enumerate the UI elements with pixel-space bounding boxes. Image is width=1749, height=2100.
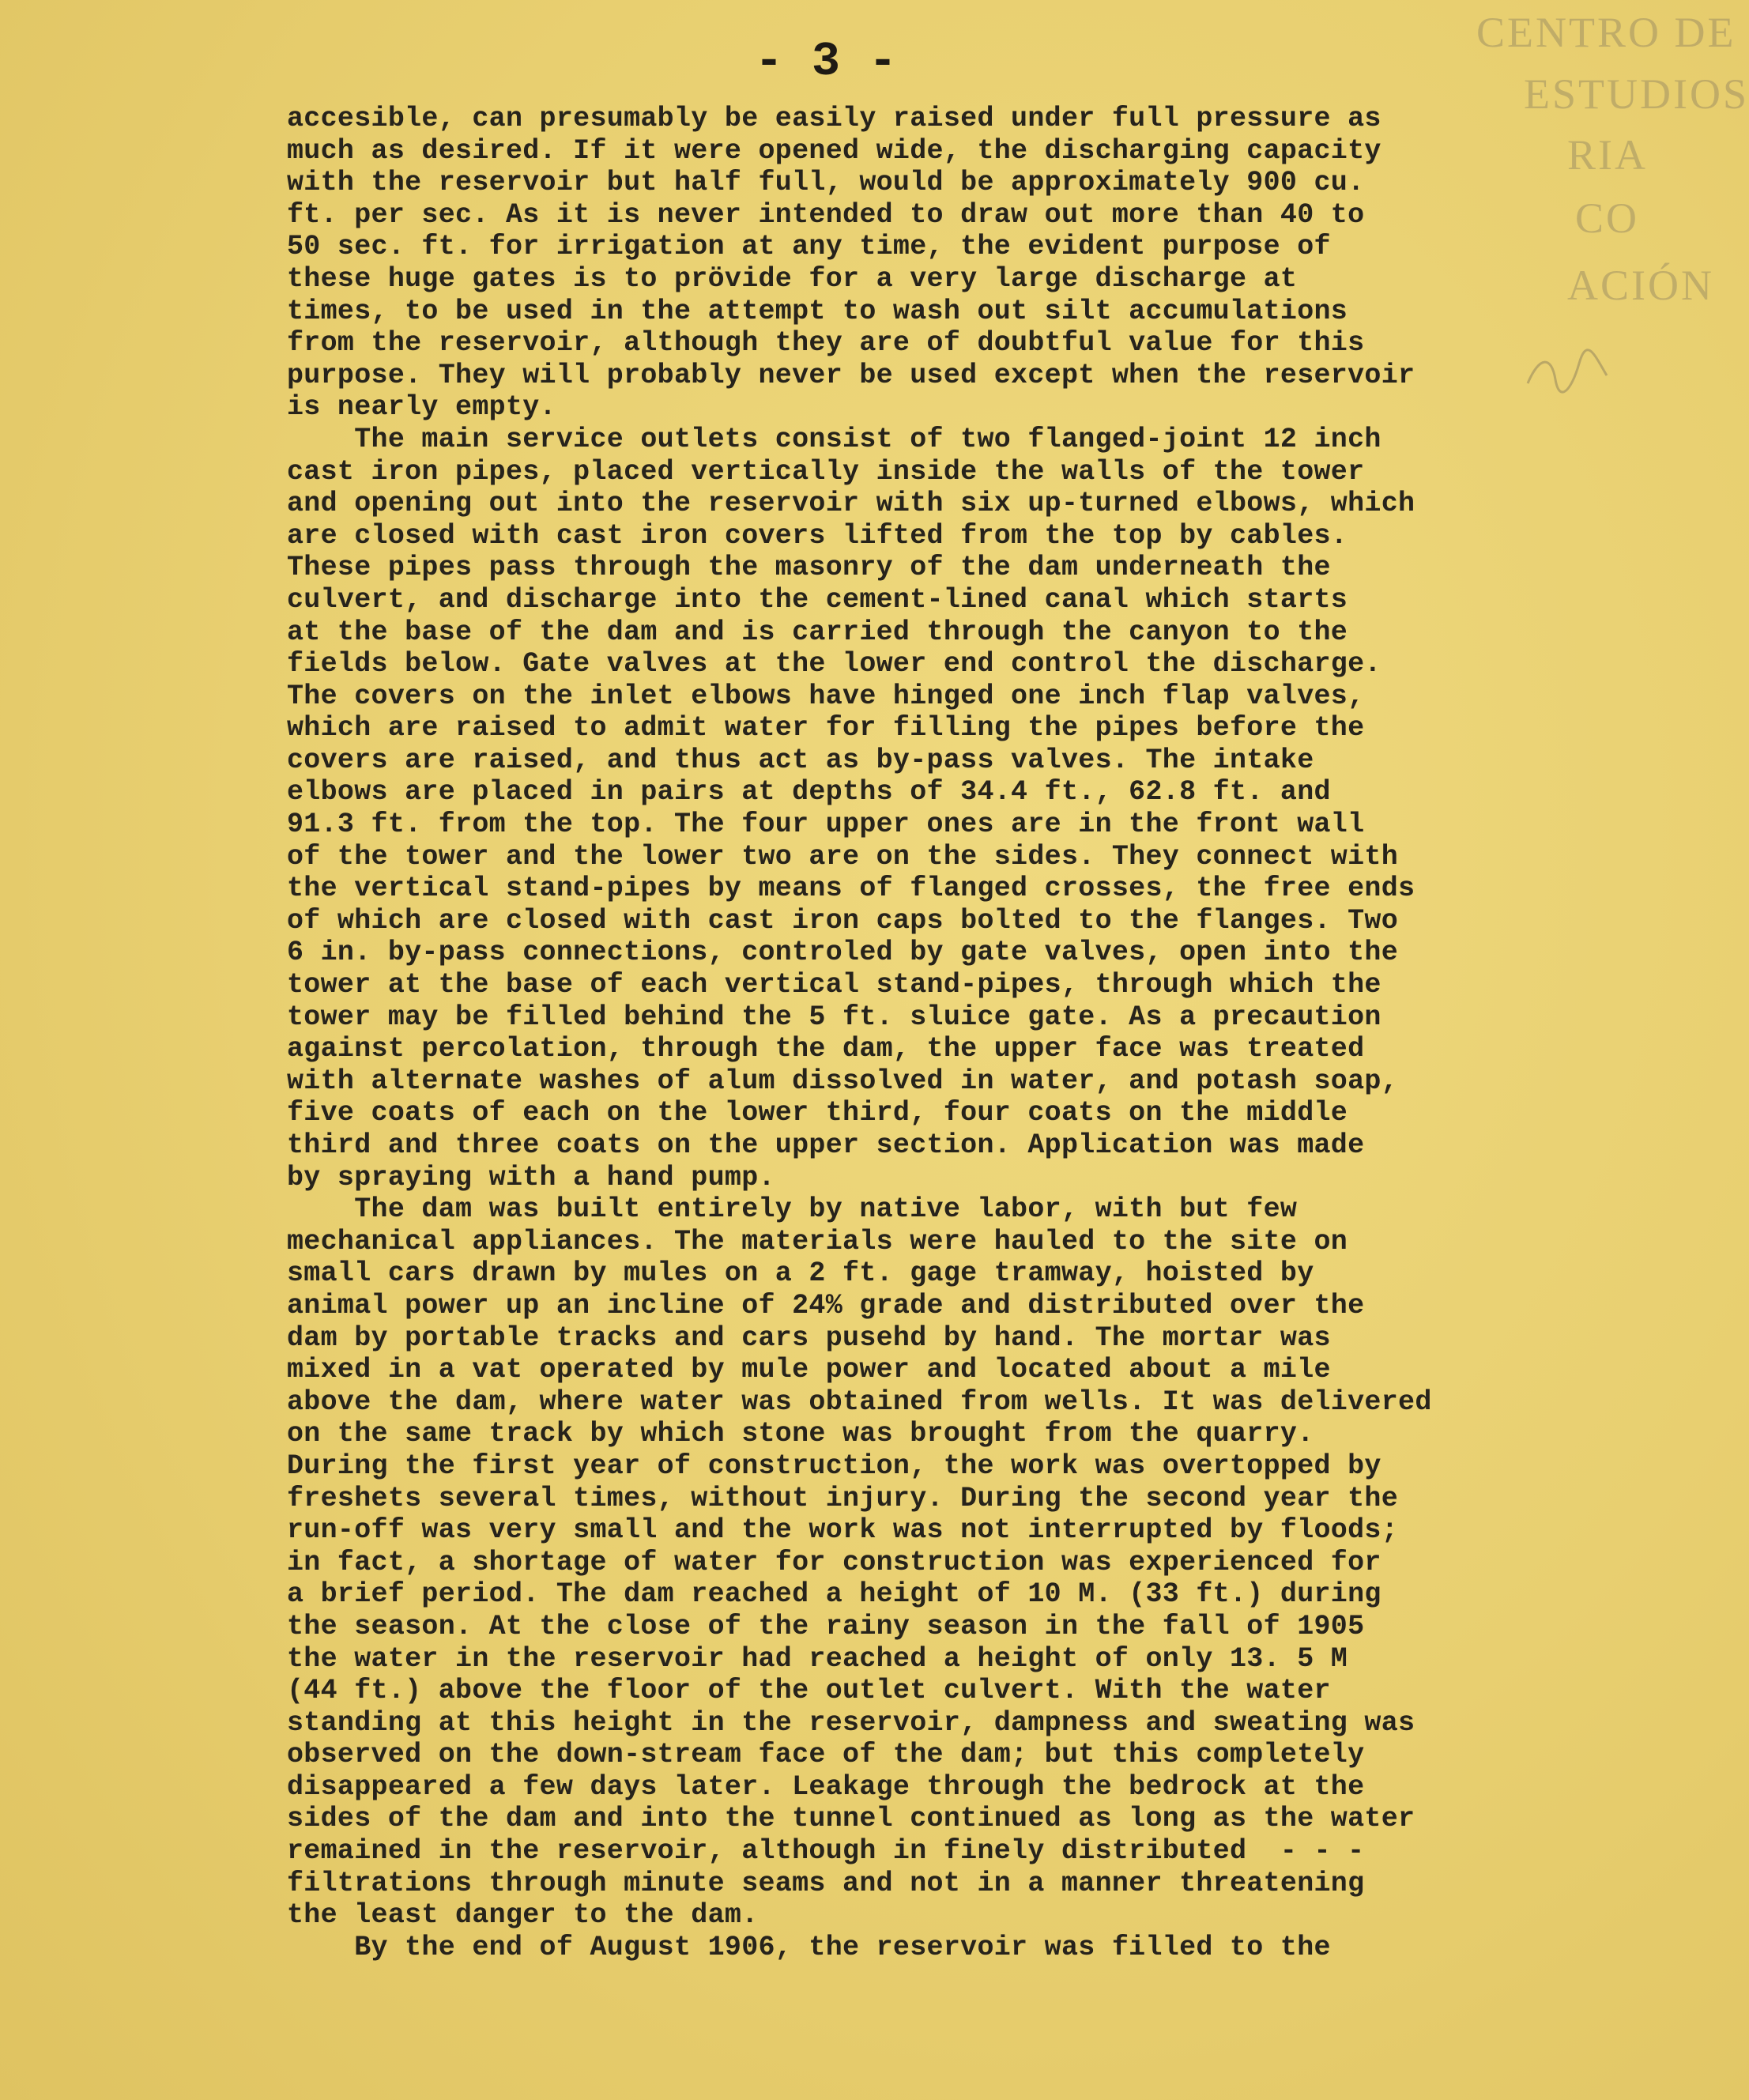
text-line: tower may be filled behind the 5 ft. sluice gate. As a precaution xyxy=(287,1001,1381,1033)
text-line: (44 ft.) above the floor of the outlet culvert. With the water xyxy=(287,1675,1331,1707)
text-line: mixed in a vat operated by mule power and located about a mile xyxy=(287,1354,1331,1386)
text-line: During the first year of construction, the work was overtopped by xyxy=(287,1450,1381,1482)
text-line: and opening out into the reservoir with six up-turned elbows, which xyxy=(287,488,1415,520)
text-line: tower at the base of each vertical stand-pipes, through which the xyxy=(287,969,1381,1001)
text-line: third and three coats on the upper section. Application was made xyxy=(287,1129,1365,1161)
text-line: are closed with cast iron covers lifted from the top by cables. xyxy=(287,519,1348,552)
watermark-line: ESTUDIOS xyxy=(1524,70,1749,118)
text-line: much as desired. If it were opened wide, the discharging capacity xyxy=(287,134,1381,167)
text-line: animal power up an incline of 24% grade and distributed over the xyxy=(287,1289,1365,1321)
text-line: standing at this height in the reservoir, dampness and sweating was xyxy=(287,1706,1415,1739)
text-line: with alternate washes of alum dissolved in water, and potash soap, xyxy=(287,1065,1399,1097)
text-line: a brief period. The dam reached a height of 10 M. (33 ft.) during xyxy=(287,1578,1381,1611)
text-line: These pipes pass through the masonry of the dam underneath the xyxy=(287,552,1331,584)
text-line: covers are raised, and thus act as by-pass valves. The intake xyxy=(287,744,1314,776)
text-line: fields below. Gate valves at the lower end control the discharge. xyxy=(287,648,1381,681)
watermark-line: CENTRO DE xyxy=(1476,9,1736,56)
text-line: 91.3 ft. from the top. The four upper ones are in the front wall xyxy=(287,809,1365,841)
text-line: remained in the reservoir, although in finely distributed - - - xyxy=(287,1835,1365,1868)
text-line: is nearly empty. xyxy=(287,391,556,424)
text-line: run-off was very small and the work was not interrupted by floods; xyxy=(287,1514,1399,1547)
text-line: filtrations through minute seams and not in a manner threatening xyxy=(287,1867,1365,1899)
text-line: of which are closed with cast iron caps bolted to the flanges. Two xyxy=(287,904,1399,937)
text-line: By the end of August 1906, the reservoir was filled to the xyxy=(287,1931,1331,1963)
text-line: these huge gates is to prövide for a very large discharge at xyxy=(287,262,1298,295)
text-line: five coats of each on the lower third, four coats on the middle xyxy=(287,1097,1348,1129)
text-line: observed on the down-stream face of the dam; but this completely xyxy=(287,1739,1365,1771)
text-line: the water in the reservoir had reached a height of only 13. 5 M xyxy=(287,1642,1348,1675)
text-line: mechanical appliances. The materials were hauled to the site on xyxy=(287,1225,1348,1257)
page-number: - 3 - xyxy=(755,36,898,89)
text-line: against percolation, through the dam, the upper face was treated xyxy=(287,1033,1365,1065)
text-line: times, to be used in the attempt to wash out silt accumulations xyxy=(287,295,1348,327)
text-line: with the reservoir but half full, would be approximately 900 cu. xyxy=(287,167,1365,199)
text-line: the season. At the close of the rainy season in the fall of 1905 xyxy=(287,1610,1365,1642)
text-line: cast iron pipes, placed vertically inside the walls of the tower xyxy=(287,455,1365,488)
text-line: 6 in. by-pass connections, controled by gate valves, open into the xyxy=(287,937,1399,969)
text-line: 50 sec. ft. for irrigation at any time, the evident purpose of xyxy=(287,231,1331,263)
document-body xyxy=(287,103,1599,1963)
text-line: of the tower and the lower two are on the sides. They connect with xyxy=(287,840,1399,873)
text-line: by spraying with a hand pump. xyxy=(287,1161,775,1193)
watermark-line: RIA xyxy=(1567,131,1648,179)
text-line: above the dam, where water was obtained from wells. It was delivered xyxy=(287,1386,1432,1418)
text-line: from the reservoir, although they are of doubtful value for this xyxy=(287,327,1365,360)
text-line: in fact, a shortage of water for construction was experienced for xyxy=(287,1546,1381,1578)
watermark-line: ACIÓN xyxy=(1567,262,1714,309)
text-line: accesible, can presumably be easily raised under full pressure as xyxy=(287,103,1381,134)
text-line: dam by portable tracks and cars pusehd by hand. The mortar was xyxy=(287,1321,1331,1354)
text-line: at the base of the dam and is carried through the canyon to the xyxy=(287,616,1348,648)
text-line: elbows are placed in pairs at depths of 34.4 ft., 62.8 ft. and xyxy=(287,776,1331,809)
watermark-line: CO xyxy=(1575,194,1640,242)
text-line: The main service outlets consist of two flanged-joint 12 inch xyxy=(287,423,1381,455)
text-line: ft. per sec. As it is never intended to draw out more than 40 to xyxy=(287,198,1365,231)
text-line: on the same track by which stone was brought from the quarry. xyxy=(287,1418,1314,1450)
text-line: which are raised to admit water for filling the pipes before the xyxy=(287,712,1365,745)
text-line: disappeared a few days later. Leakage through the bedrock at the xyxy=(287,1770,1365,1803)
text-line: freshets several times, without injury. During the second year the xyxy=(287,1482,1399,1514)
text-line: purpose. They will probably never be used except when the reservoir xyxy=(287,359,1415,391)
text-line: sides of the dam and into the tunnel continued as long as the water xyxy=(287,1803,1415,1835)
text-line: culvert, and discharge into the cement-lined canal which starts xyxy=(287,583,1348,616)
text-line: the least danger to the dam. xyxy=(287,1899,759,1932)
text-line: The dam was built entirely by native labor, with but few xyxy=(287,1193,1298,1226)
text-line: The covers on the inlet elbows have hinged one inch flap valves, xyxy=(287,680,1365,712)
text-line: the vertical stand-pipes by means of flanged crosses, the free ends xyxy=(287,873,1415,905)
text-line: small cars drawn by mules on a 2 ft. gage tramway, hoisted by xyxy=(287,1257,1314,1290)
